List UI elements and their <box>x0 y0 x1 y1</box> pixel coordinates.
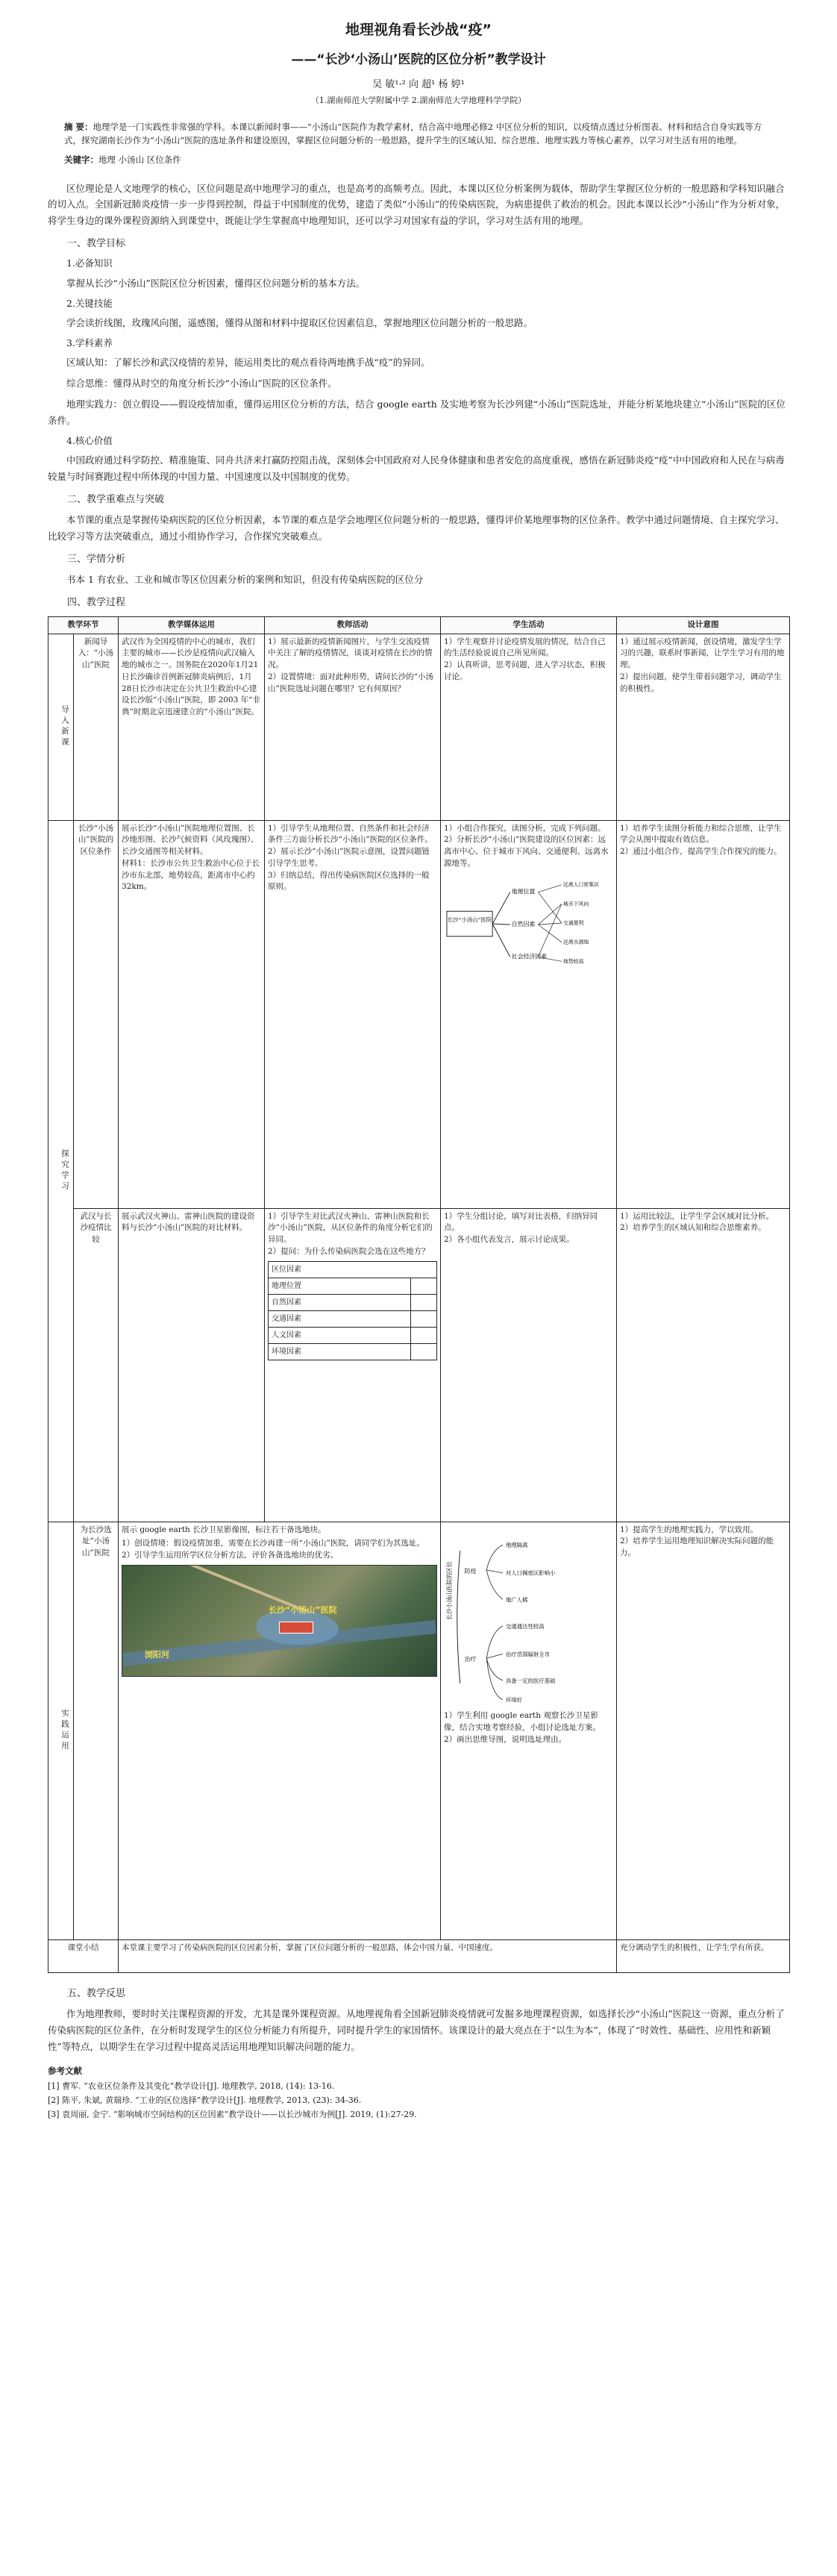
map-label: 长沙“小汤山”医院 <box>269 1604 337 1615</box>
section-heading-process: 四、教学过程 <box>67 596 126 608</box>
comparison-table <box>268 1261 437 1360</box>
stage-cell: 导入新课 <box>48 634 74 820</box>
authors: 吴 敏¹·² 向 超¹ 杨 婷¹ <box>372 78 465 90</box>
table-header: 教学媒体运用 <box>119 616 265 634</box>
references <box>48 2065 789 2121</box>
satellite-map-image <box>122 1565 437 1677</box>
comparison-row: 人文因素 <box>269 1327 411 1343</box>
paragraph: 掌握从长沙“小汤山”医院区位分析因素，懂得区位问题分析的基本方法。 <box>66 277 366 289</box>
reference-item: [3] 袁周丽, 金宁. “影响城市空间结构的区位因素”教学设计——以长沙城市为例[J]. 2019, (1):27-29. <box>48 2110 417 2120</box>
paragraph: 地理实践力：创立假设——假设疫情加重，懂得运用区位分析的方法，结合 google earth 及实地考察为长沙列建“小汤山”医院选址，并能分析某地块建立“小汤山”医院的区位条件。 <box>48 398 786 426</box>
diagram-factor: 社会经济因素 <box>511 953 548 960</box>
section-heading-analysis: 三、学情分析 <box>67 553 126 565</box>
step-cell: 为长沙选址“小汤山”医院 <box>74 1522 119 1939</box>
diagram-item: 远离水源地 <box>562 939 589 945</box>
comparison-header: 区位因素 <box>269 1261 437 1278</box>
table-header: 学生活动 <box>441 616 617 634</box>
mindmap-root: 长沙小汤山医院的区位 <box>445 1560 453 1620</box>
mindmap-leaf: 交通通达性较高 <box>505 1622 545 1630</box>
paragraph: 区域认知：了解长沙和武汉疫情的差异，能运用类比的观点看待两地携手战“疫”的异同。 <box>66 357 430 369</box>
body-text <box>48 181 789 610</box>
hospital-marker <box>279 1622 313 1634</box>
teacher-text: 1）引导学生对比武汉火神山、雷神山医院和长沙“小汤山”医院，从区位条件的角度分析它们的异同。 2）提问：为什么传染病医院会选在这些地方？ <box>268 1211 433 1256</box>
references-title: 参考文献 <box>48 2066 82 2077</box>
sub-heading: 2.关键技能 <box>66 297 113 309</box>
paragraph: 作为地理教师，要时时关注课程资源的开发，尤其是课外课程资源。从地理视角看全国新冠肺炎疫情就可发掘多地理课程资源，如选择长沙“小汤山”医院这一资源，重点分析了传染病医院的区位条件，在分析时发现学生的区位分析能力有所提升，同时提升学生的家国情怀。该课设计的最大亮点在于“以生为本”，体现了“时效性、基础性、应用性和新颖性”等特点，以期学生在学习过程中提高灵活运用地理知识解决问题的能力。 <box>48 2007 785 2052</box>
article-subtitle: ——“长沙‘小汤山’医院的区位分析”教学设计 <box>291 52 546 68</box>
summary-cell: 本堂课主要学习了传染病医院的区位因素分析，掌握了区位问题分析的一般思路，体会中国力量、中国速度。 <box>119 1939 617 1972</box>
intent-cell: 充分调动学生的积极性，让学生学有所获。 <box>617 1939 790 1972</box>
table-row <box>48 1208 790 1522</box>
keywords-label: 关键字： <box>64 154 98 165</box>
section-heading-focus: 二、教学重难点与突破 <box>67 493 165 505</box>
reference-item: [2] 陈平, 朱斌, 黄瑞珍. “工业的区位选择”教学设计[J]. 地理教学, 2013, (23): 34-36. <box>48 2095 362 2106</box>
table-header: 教学环节 <box>48 616 119 634</box>
affiliation: （1.湖南师范大学附属中学 2.湖南师范大学地理科学学院） <box>310 95 527 105</box>
diagram-item: 城市下风向 <box>562 900 589 907</box>
student-cell <box>441 1522 617 1939</box>
teacher-cell: 1）引导学生从地理位置、自然条件和社会经济条件三方面分析长沙“小汤山”医院的区位条件。 2）展示长沙“小汤山”医院示意图，设置问题链引导学生思考。 3）归纳总结，得出传染病医院区位选择的一般原则。 <box>265 820 441 1208</box>
intent-cell: 1）提高学生的地理实践力，学以致用。 2）培养学生运用地理知识解决实际问题的能力。 <box>617 1522 790 1939</box>
diagram-factor: 地理位置 <box>511 888 536 895</box>
mindmap-leaf: 对人口稠密区影响小 <box>505 1569 556 1577</box>
sub-heading: 4.核心价值 <box>66 434 113 446</box>
intro-paragraph: 区位理论是人文地理学的核心，区位问题是高中地理学习的重点，也是高考的高频考点。因此，本课以区位分析案例为载体，帮助学生掌握区位分析的一般思路和学科知识融合的切入点。全国新冠肺炎疫情一步一步得到控制，得益于中国制度的优势，建造了类似“小汤山”的传染病医院，为病患提供了救治的机会。因此本课以长沙“小汤山”作为分析对象，将学生身边的课外课程资源纳入到课堂中，既能让学生掌握高中地理知识，还可以学习对国家有益的学识，学习对生活有用的地理。 <box>48 182 786 227</box>
abstract-text: 地理学是一门实践性非常强的学科。本课以新闻时事——“小汤山”医院作为教学素材，结合高中地理必修2 中区位分析的知识，以疫情点透过分析图表、材料和结合自身实践等方式，探究湖南长沙作为“小汤山”医院的选址条件和建设原因，掌握区位问题分析的一般思路，提升学生的区域认知、综合思维、地理实践力等核心素养，以学习对生活有用的地理。 <box>64 121 762 146</box>
comparison-row: 环境因素 <box>269 1343 411 1360</box>
comparison-row: 地理位置 <box>269 1278 411 1294</box>
intent-cell: 1）通过展示疫情新闻，创设情境，激发学生学习的兴趣，联系时事新闻，让学生学习有用的地理。 2）提出问题，使学生带着问题学习，调动学生的积极性。 <box>617 634 790 820</box>
student-text: 1）学生利用 google earth 观察长沙卫星影像，结合实地考察经验，小组讨论选址方案。 2）画出思维导图，说明选址理由。 <box>444 1711 601 1744</box>
mindmap-branch: 治疗 <box>464 1655 477 1663</box>
step-cell: 长沙“小汤山”医院的区位条件 <box>74 820 119 1208</box>
step-cell: 新闻导入：“小汤山”医院 <box>74 634 119 820</box>
teacher-cell <box>265 1208 441 1522</box>
diagram-items <box>563 881 599 964</box>
mindmap-leaf: 治疗范围辐射全市 <box>505 1650 551 1657</box>
paragraph: 本节课的重点是掌握传染病医院的区位分析因素，本节课的难点是学会地理区位问题分析的一般思路，懂得评价某地理事物的区位条件。教学中通过问题情境、自主探究学习、比较学习等方法突破重点，通过小组协作学习，合作探究突破难点。 <box>48 513 785 542</box>
media-cell: 武汉作为全国疫情的中心的城市，我们主要的城市——长沙是疫情向武汉输入地的城市之一。国务院在2020年1月21日长沙确诊首例新冠肺炎病例后，1月28日长沙市决定在公共卫生救治中心建设长沙版“小汤山”医院，即 2003 年“非典”时期北京迅速建立的“小汤山”医院。 <box>119 634 265 820</box>
comparison-row: 交通因素 <box>269 1310 411 1327</box>
abstract-label: 摘 要： <box>64 121 93 132</box>
media-cell <box>119 1522 441 1939</box>
mindmap-leaf: 地广人稀 <box>505 1595 528 1603</box>
student-cell: 1）学生观察并讨论疫情发展的情况，结合自己的生活经验说说自己所见所闻。 2）认真听讲，思考问题，进入学习状态，积极讨论。 <box>441 634 617 820</box>
student-cell <box>441 820 617 1208</box>
media-text: 展示 google earth 长沙卫星影像图，标注若干备选地块。 <box>122 1525 326 1534</box>
table-row <box>48 1522 790 1939</box>
reference-item: [1] 曹军. “农业区位条件及其变化”教学设计[J]. 地理教学, 2018, (14): 13-16. <box>48 2081 335 2092</box>
site-mindmap <box>444 1528 613 1707</box>
paragraph: 书本 1 有农业、工业和城市等区位因素分析的案例和知识，但没有传染病医院的区位分 <box>66 573 424 585</box>
media-text: 展示武汉火神山、雷神山医院的建设资料与长沙“小汤山”医院的对比材料。 <box>122 1211 255 1233</box>
article-title: 地理视角看长沙战“疫” <box>345 22 492 38</box>
table-header: 设计意图 <box>617 616 790 634</box>
media-cell: 展示长沙“小汤山”医院地理位置图、长沙地形图、长沙气候资料（风玫瑰图）、长沙交通图等相关材料。 材料1：长沙市公共卫生救治中心位于长沙市东北部，地势较高，距离市中心约 32km。 <box>119 820 265 1208</box>
keywords <box>64 154 773 167</box>
diagram-item: 远离人口密集区 <box>562 881 600 888</box>
mindmap-leaf: 具备一定的医疗基础 <box>505 1677 556 1684</box>
paragraph: 中国政府通过科学防控、精准施策、同舟共济来打赢防控阻击战，深刻体会中国政府对人民身体健康和患者安危的高度重视，感悟在新冠肺炎疫“疫”中中国政府和人民在与病毒较量与时间赛跑过程中所体现的中国力量、中国速度以及中国制度的优势。 <box>48 454 785 482</box>
paragraph: 综合思维：懂得从时空的角度分析长沙“小汤山”医院的区位条件。 <box>66 378 337 390</box>
comparison-row: 自然因素 <box>269 1294 411 1310</box>
teacher-cell: 1）展示最新的疫情新闻图片，与学生交流疫情中关注了解的疫情情况，谈谈对疫情在长沙的情况。 2）设置情境：面对此种形势，请问长沙的“小汤山”医院选址问题在哪里？它有何原因？ <box>265 634 441 820</box>
intent-cell: 1）培养学生读图分析能力和综合思维，让学生学会从图中提取有效信息。 2）通过小组合作，提高学生合作探究的能力。 <box>617 820 790 1208</box>
keywords-text: 地理 小汤山 区位条件 <box>98 154 181 165</box>
stage-cell: 实践运用 <box>48 1522 74 1939</box>
table-header: 教师活动 <box>265 616 441 634</box>
teacher-text: 1）创设情境：假设疫情加重，需要在长沙再建一所“小汤山”医院，请同学们为其选址。 2）引导学生运用所学区位分析方法，评价各备选地块的优劣。 <box>122 1539 424 1560</box>
mindmap-leaf: 地理隔离 <box>505 1541 528 1548</box>
table-row <box>48 820 790 1208</box>
sub-heading: 1.必备知识 <box>66 257 113 269</box>
mindmap-leaf: 环境好 <box>505 1696 523 1704</box>
table-header-row <box>48 616 790 634</box>
section-heading-goals: 一、教学目标 <box>67 238 126 250</box>
diagram-item: 交通便利 <box>562 919 584 926</box>
abstract <box>64 120 773 148</box>
diagram-center-box <box>447 911 492 937</box>
paragraph: 学会读折线图，玫瑰风向图，遥感图，懂得从图和材料中提取区位因素信息，掌握地理区位问题分析的一般思路。 <box>66 316 533 328</box>
student-cell: 1）学生分组讨论，填写对比表格，归纳异同点。 2）各小组代表发言，展示讨论成果。 <box>441 1208 617 1522</box>
intent-cell: 1）运用比较法，让学生学会区域对比分析。 2）培养学生的区域认知和综合思维素养。 <box>617 1208 790 1522</box>
table-row <box>48 1939 790 1972</box>
diagram-item: 地势较高 <box>562 957 584 964</box>
stage-cell: 探究学习 <box>48 820 74 1522</box>
table-row <box>48 634 790 820</box>
media-cell <box>119 1208 265 1522</box>
sub-heading: 3.学科素养 <box>66 337 113 348</box>
student-text: 1）小组合作探究，读图分析，完成下列问题。 2）分析长沙“小汤山”医院建设的区位因素：远离市中心、位于城市下风向、交通便利、远离水源地等。 <box>444 823 609 868</box>
teaching-process-table <box>48 616 790 1973</box>
stage-cell: 课堂小结 <box>48 1939 119 1972</box>
mindmap-branch: 防疫 <box>464 1567 477 1575</box>
map-label: 浏阳河 <box>145 1649 169 1660</box>
section-heading-reflection: 五、教学反思 <box>67 1987 126 1999</box>
step-cell: 武汉与长沙疫情比较 <box>74 1208 119 1522</box>
factor-diagram <box>444 875 613 972</box>
diagram-factor: 自然因素 <box>511 920 536 928</box>
diagram-center-label: 长沙“小汤山”医院 <box>447 916 492 923</box>
reflection-section <box>48 1986 789 2055</box>
